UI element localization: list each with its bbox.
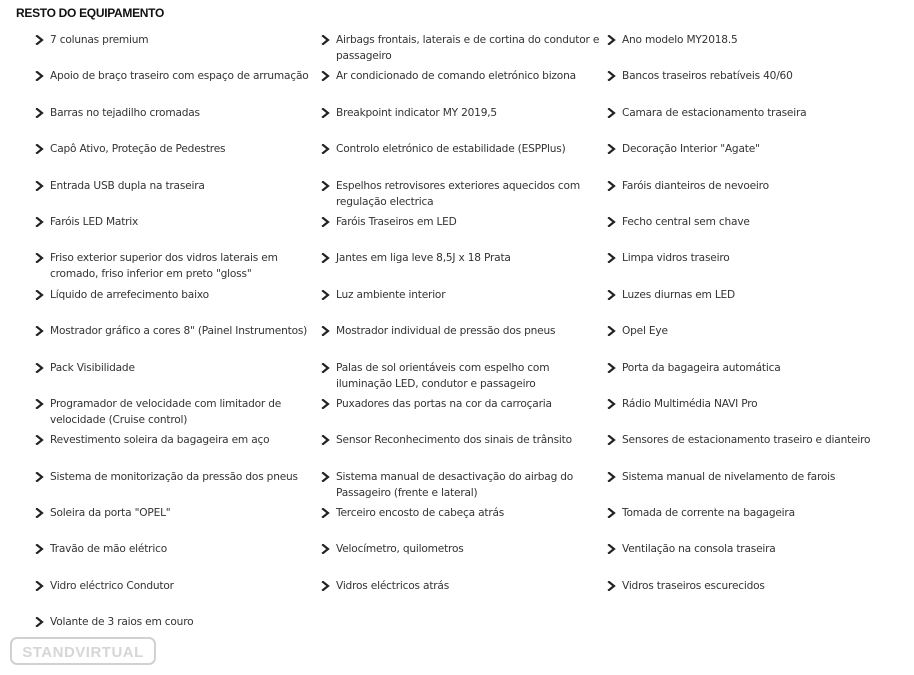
equipment-item-label: Luz ambiente interior: [336, 288, 446, 301]
equipment-item-label: Ano modelo MY2018.5: [622, 34, 738, 46]
equipment-item-label: Vidros eléctricos atrás: [336, 579, 450, 592]
equipment-item-label: Revestimento soleira da bagageira em aço: [50, 434, 270, 447]
equipment-item-label: Decoração Interior "Agate": [622, 143, 760, 156]
chevron-right-icon: [321, 217, 330, 227]
chevron-right-icon: [321, 108, 330, 118]
equipment-item-label: Faróis dianteiros de nevoeiro: [622, 179, 769, 192]
equipment-item: [35, 396, 321, 432]
equipment-item-label: Puxadores das portas na cor da carroçaria: [336, 397, 552, 410]
equipment-item: [321, 396, 607, 432]
equipment-item: [35, 32, 321, 68]
chevron-right-icon: [35, 617, 44, 627]
equipment-item: [321, 323, 607, 359]
chevron-right-icon: [321, 435, 330, 445]
equipment-item-label: Luzes diurnas em LED: [622, 288, 735, 301]
equipment-item-label: Camara de estacionamento traseira: [622, 106, 807, 119]
chevron-right-icon: [35, 253, 44, 263]
equipment-item-label: Rádio Multimédia NAVI Pro: [622, 397, 758, 410]
chevron-right-icon: [321, 544, 330, 554]
equipment-item-label: Fecho central sem chave: [622, 215, 750, 228]
equipment-item-label: Soleira da porta "OPEL": [50, 507, 171, 520]
equipment-item-label: Sistema manual de nivelamento de farois: [622, 470, 836, 483]
chevron-right-icon: [35, 144, 44, 154]
equipment-item-label: Palas de sol orientáveis com espelho com iluminação LED, condutor e passageiro: [336, 361, 550, 390]
equipment-item-label: Bancos traseiros rebatíveis 40/60: [622, 70, 793, 83]
chevron-right-icon: [607, 435, 616, 445]
equipment-item-label: Apoio de braço traseiro com espaço de arrumação: [50, 70, 309, 83]
chevron-right-icon: [321, 472, 330, 482]
equipment-item: [321, 178, 607, 214]
equipment-item: [607, 141, 905, 177]
equipment-item: [321, 214, 607, 250]
chevron-right-icon: [321, 35, 330, 45]
equipment-item-label: Mostrador individual de pressão dos pneus: [336, 325, 556, 338]
chevron-right-icon: [35, 71, 44, 81]
equipment-item-label: Sensor Reconhecimento dos sinais de trânsito: [336, 434, 572, 447]
equipment-list: [35, 32, 905, 651]
chevron-right-icon: [35, 326, 44, 336]
equipment-item: [607, 505, 905, 541]
equipment-item-label: Faróis LED Matrix: [50, 215, 139, 228]
equipment-item-label: Controlo eletrónico de estabilidade (ESPPlus): [336, 143, 566, 156]
equipment-item: [35, 360, 321, 396]
equipment-item-label: Friso exterior superior dos vidros laterais em cromado, friso inferior em preto "gloss": [50, 252, 278, 281]
chevron-right-icon: [35, 181, 44, 191]
equipment-item-label: Airbags frontais, laterais e de cortina do condutor e passageiro: [336, 34, 600, 62]
equipment-item: [607, 432, 905, 468]
equipment-item: [607, 32, 905, 68]
equipment-item-label: Opel Eye: [622, 325, 668, 338]
chevron-right-icon: [321, 399, 330, 409]
chevron-right-icon: [607, 399, 616, 409]
equipment-item: [321, 360, 607, 396]
chevron-right-icon: [35, 399, 44, 409]
equipment-item-label: Sistema de monitorização da pressão dos pneus: [50, 470, 298, 483]
equipment-item: [35, 287, 321, 323]
equipment-item-label: Ar condicionado de comando eletrónico bizona: [336, 70, 576, 83]
equipment-item-label: Mostrador gráfico a cores 8" (Painel Instrumentos): [50, 325, 308, 338]
equipment-item: [35, 68, 321, 104]
chevron-right-icon: [321, 363, 330, 373]
equipment-item-label: Capô Ativo, Proteção de Pedestres: [50, 143, 226, 156]
chevron-right-icon: [321, 253, 330, 263]
equipment-item: [321, 32, 607, 68]
equipment-item: [607, 178, 905, 214]
equipment-item: [607, 68, 905, 104]
equipment-item-label: Barras no tejadilho cromadas: [50, 106, 200, 119]
equipment-item-label: Vidro eléctrico Condutor: [50, 579, 174, 592]
chevron-right-icon: [607, 508, 616, 518]
equipment-item-label: Velocímetro, quilometros: [336, 543, 464, 556]
chevron-right-icon: [321, 290, 330, 300]
equipment-item-label: Limpa vidros traseiro: [622, 252, 730, 265]
chevron-right-icon: [607, 217, 616, 227]
equipment-item: [35, 323, 321, 359]
equipment-item: [607, 105, 905, 141]
equipment-item: [607, 541, 905, 577]
equipment-item-label: Pack Visibilidade: [50, 361, 135, 374]
chevron-right-icon: [35, 472, 44, 482]
equipment-item: [607, 323, 905, 359]
chevron-right-icon: [321, 581, 330, 591]
chevron-right-icon: [35, 544, 44, 554]
equipment-item: [321, 505, 607, 541]
equipment-item: [321, 141, 607, 177]
equipment-item: [35, 105, 321, 141]
equipment-item: [607, 578, 905, 614]
equipment-item-label: Faróis Traseiros em LED: [336, 215, 457, 228]
equipment-item-label: Jantes em liga leve 8,5J x 18 Prata: [336, 252, 511, 265]
equipment-item-label: Líquido de arrefecimento baixo: [50, 288, 209, 301]
equipment-item: [35, 214, 321, 250]
chevron-right-icon: [607, 181, 616, 191]
chevron-right-icon: [607, 290, 616, 300]
equipment-item: [35, 578, 321, 614]
equipment-item: [35, 178, 321, 214]
chevron-right-icon: [321, 144, 330, 154]
equipment-item: [35, 432, 321, 468]
chevron-right-icon: [35, 35, 44, 45]
chevron-right-icon: [607, 71, 616, 81]
chevron-right-icon: [35, 363, 44, 373]
chevron-right-icon: [607, 581, 616, 591]
equipment-item: [321, 469, 607, 505]
chevron-right-icon: [607, 326, 616, 336]
equipment-item-label: 7 colunas premium: [50, 34, 149, 46]
equipment-item: [35, 469, 321, 505]
equipment-item: [321, 68, 607, 104]
chevron-right-icon: [35, 435, 44, 445]
equipment-item: [607, 287, 905, 323]
chevron-right-icon: [35, 290, 44, 300]
chevron-right-icon: [35, 108, 44, 118]
equipment-item-label: Espelhos retrovisores exteriores aquecidos com regulação electrica: [336, 179, 580, 208]
equipment-item: [607, 214, 905, 250]
equipment-item-label: Sensores de estacionamento traseiro e dianteiro: [622, 434, 871, 447]
chevron-right-icon: [607, 253, 616, 263]
equipment-item: [607, 250, 905, 286]
equipment-item: [35, 250, 321, 286]
equipment-item: [607, 360, 905, 396]
chevron-right-icon: [607, 144, 616, 154]
equipment-item-label: Volante de 3 raios em couro: [50, 616, 194, 629]
equipment-item-label: Vidros traseiros escurecidos: [622, 579, 765, 592]
equipment-item-label: Ventilação na consola traseira: [622, 543, 776, 556]
equipment-item: [35, 505, 321, 541]
chevron-right-icon: [607, 35, 616, 45]
chevron-right-icon: [35, 581, 44, 591]
equipment-item: [321, 105, 607, 141]
chevron-right-icon: [35, 217, 44, 227]
equipment-item: [607, 396, 905, 432]
equipment-item-label: Entrada USB dupla na traseira: [50, 179, 205, 192]
equipment-item-label: Tomada de corrente na bagageira: [622, 507, 795, 520]
equipment-item-label: Sistema manual de desactivação do airbag do Passageiro (frente e lateral): [336, 470, 574, 499]
equipment-item: [321, 578, 607, 614]
chevron-right-icon: [607, 472, 616, 482]
chevron-right-icon: [321, 71, 330, 81]
chevron-right-icon: [321, 181, 330, 191]
equipment-item: [321, 287, 607, 323]
chevron-right-icon: [321, 326, 330, 336]
equipment-item-label: Terceiro encosto de cabeça atrás: [336, 507, 505, 520]
equipment-item: [321, 432, 607, 468]
chevron-right-icon: [35, 508, 44, 518]
chevron-right-icon: [607, 544, 616, 554]
equipment-item-label: Programador de velocidade com limitador de velocidade (Cruise control): [50, 397, 282, 426]
equipment-item-label: Breakpoint indicator MY 2019,5: [336, 106, 497, 119]
equipment-item: [35, 541, 321, 577]
chevron-right-icon: [321, 508, 330, 518]
equipment-item-label: Travão de mão elétrico: [50, 543, 167, 556]
chevron-right-icon: [607, 363, 616, 373]
section-title: RESTO DO EQUIPAMENTO: [16, 6, 165, 20]
equipment-item: [35, 141, 321, 177]
equipment-item-label: Porta da bagageira automática: [622, 361, 781, 374]
standvirtual-watermark-logo: STANDVIRTUAL: [10, 637, 156, 665]
equipment-item: [321, 250, 607, 286]
equipment-item: [321, 541, 607, 577]
chevron-right-icon: [607, 108, 616, 118]
equipment-item: [607, 469, 905, 505]
